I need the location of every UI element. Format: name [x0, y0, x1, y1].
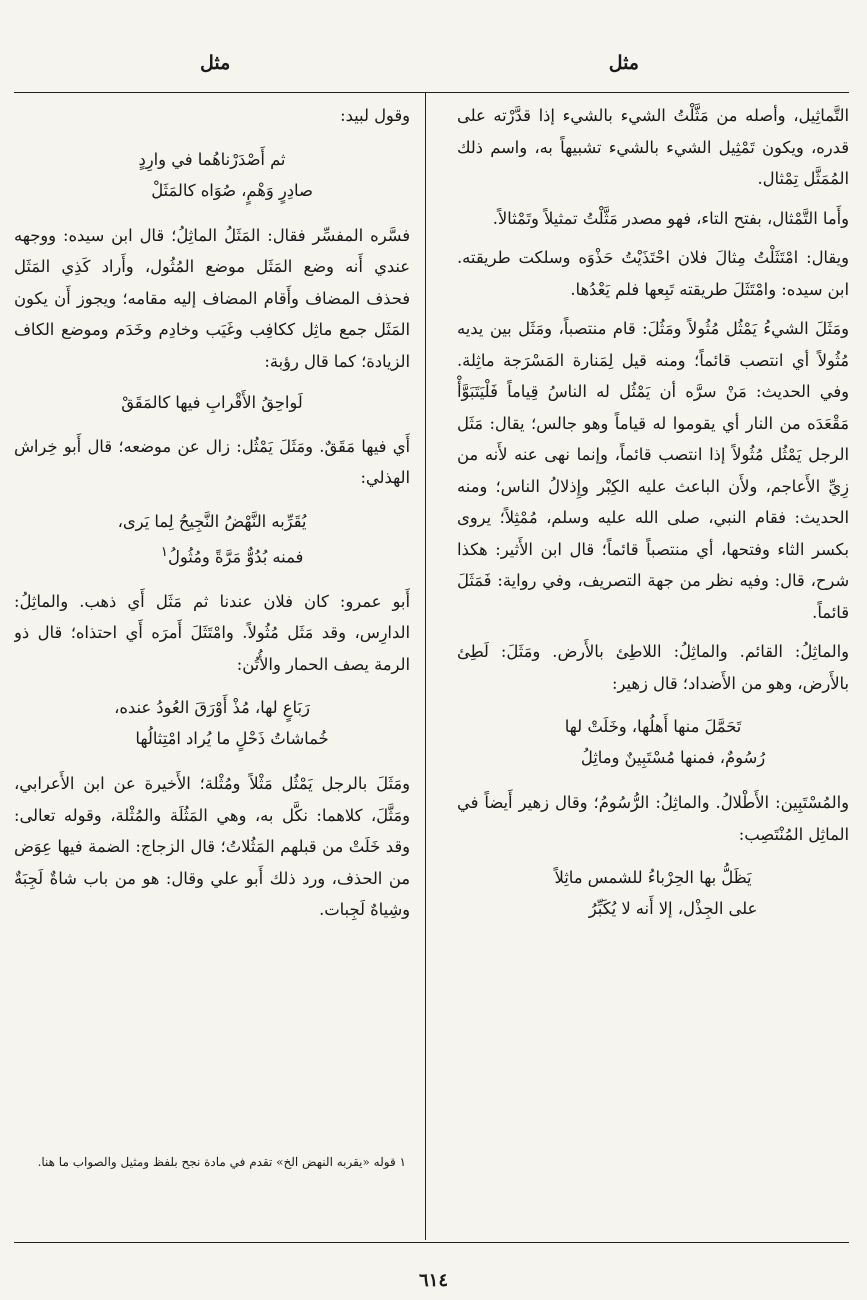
verse-line: يَظَلُّ بها الحِرْباءُ للشمس ماثِلاً	[554, 868, 752, 887]
verse	[14, 144, 410, 206]
footnote-area	[14, 1152, 410, 1172]
bottom-rule	[14, 1242, 849, 1243]
footnote-ref: ١	[160, 543, 168, 560]
footnote-number: ١	[399, 1155, 406, 1169]
verse	[457, 862, 849, 924]
verse-line: ثم أَصْدَرْناهُما في وارِدٍ	[138, 149, 286, 169]
header-headword-right: مثل	[608, 52, 639, 74]
right-column	[457, 100, 849, 1235]
verse-line: خُماشاتُ ذَحْلٍ ما يُراد امْتِثالُها	[135, 729, 329, 749]
paragraph: والمُسْتَبِين: الأَطْلالُ. والماثِلُ: الرُّسُومُ؛ وقال زهير أَيضاً في الماثِل المُنْتَصِب:	[457, 793, 849, 844]
verse	[14, 506, 410, 572]
verse-line: صادِرٍ وَهْمٍ، صُوَاه كالمَثَلْ	[151, 180, 313, 200]
paragraph: التَّماثِيل، وأصله من مَثَّلْتُ الشيء بالشيء إذا قدَّرْته على قدره، ويكون تَمْثِيل الشيء بالشيء تشبيهاً به، واسم ذلك المُمَثَّل تِمْثال.	[457, 106, 849, 188]
verse-line: لَواحِقُ الأَقْرابِ فيها كالمَقَقْ	[121, 393, 303, 412]
paragraph: ويقال: امْتَثَلْتُ مِثالَ فلان احْتَذَيْتُ حَذْوَه وسلكت طريقته. ابن سيده: وامْتَثَلَ طريقته تَبِعها فلم يَعْدُها.	[457, 248, 849, 299]
column-divider	[425, 93, 426, 1240]
paragraph: والماثِلُ: القائم. والماثِلُ: اللاطِئ بالأَرض. ومَثَلَ: لَطِئ بالأَرض، وهو من الأَضداد؛ قال زهير:	[457, 642, 849, 693]
paragraph: وقول لبيد:	[340, 106, 410, 125]
verse-line: تَحَمَّلَ منها أَهلُها، وخَلَتْ لها	[564, 717, 742, 736]
left-column	[14, 100, 410, 1235]
footnote	[14, 1152, 410, 1172]
paragraph: ومَثَلَ بالرجل يَمْثُل مَثْلاً ومُثْلة؛ الأَخيرة عن ابن الأَعرابي، ومَثَّلَ، كلاهما: نكَّل به، وهي المَثُلَة والمُثْلة، وقوله تعالى: وقد خَلَتْ من قبلهم المَثُلاتُ؛ قال الزجاج: الضمة فيها عِوَض من الحذف، ورد ذلك أَبو علي وقال: هو من باب شاةٌ لَجِبَةٌ وشِياهٌ لَجِبات.	[14, 774, 410, 920]
verse-line	[14, 537, 410, 572]
verse-line: رُسُومٌ، فمنها مُسْتَبِينٌ وماثِلُ	[580, 748, 766, 767]
paragraph: فسَّره المفسِّر فقال: المَثَلُ الماثِلُ؛ قال ابن سيده: ووجهه عندي أَنه وضع المَثَل موضع المُثُول، وأَراد كَذِي المَثَل فحذف المضاف وأَقام المضاف إليه مقامه؛ ويجوز أَن يكون المَثَل جمع ماثِل ككافِب وغَيَب وخادِم وخَدَم وموضع الكاف الزيادة؛ كما قال رؤبة:	[14, 225, 410, 371]
top-rule	[14, 92, 849, 93]
paragraph: ومَثَلَ الشيءُ يَمْثُل مُثُولاً ومَثُلَ: قام منتصباً، ومَثَل بين يديه مُثُولاً أي انتصب قائماً؛ ومنه قيل لِمَنارة المَسْرَجة ماثِلة. وفي الحديث: مَنْ سرَّه أن يَمْثُل له الناسُ قِياماً فَلْيَتَبَوَّأْ مَقْعَدَه من النار أي يقوموا له قياماً وهو جالس؛ يقال: مَثَل الرجل يَمْثُل مُثُولاً إذا انتصب قائماً، وإنما نهى عنه لأَنه من زِيِّ الأَعاجم، ولأَن الباعث عليه الكِبْر وإِذلالُ الناس؛ ومنه الحديث: فقام النبي، صلى الله عليه وسلم، مُمْثِلاً؛ يروى بكسر الثاء وفتحها، أي منتصباً قائماً؛ قال ابن الأَثير: هكذا شرح، قال: وفيه نظر من جهة التصريف، وفي رواية: فَمَثَلَ قائماً.	[457, 319, 849, 622]
header-headword-left: مثل	[200, 52, 231, 74]
paragraph: أَي فيها مَقَقٌ. ومَثَلَ يَمْثُل: زال عن موضعه؛ قال أَبو خِراش الهذلي:	[14, 436, 410, 487]
verse-line: على الجِذْل، إلا أَنه لا يُكَبِّرُ	[588, 899, 758, 918]
verse	[457, 711, 849, 773]
paragraph: أَبو عمرو: كان فلان عندنا ثم مَثَل أَي ذهب. والماثِلُ: الدارِس، وقد مَثَل مُثُولاً. وامْتَثَلَ أَمرَه أَي احتذاه؛ قال ذو الرمة يصف الحمار والأُتُن:	[14, 591, 410, 674]
paragraph: وأَما التَّمْثال، بفتح التاء، فهو مصدر مَثَّلْتُ تمثيلاً وتَمْثالاً.	[492, 208, 849, 228]
footnote-text: قوله «يقربه النهض الخ» تقدم في مادة نجح بلفظ ومثيل والصواب ما هنا.	[37, 1155, 396, 1169]
page-number: ٦١٤	[418, 1270, 448, 1291]
verse-line: يُقَرِّبه النَّهْضُ النَّجِيحُ لِما يَرى،	[117, 511, 307, 531]
verse-line: رَبَاعٍ لها، مُذْ أَوْرَقَ العُودُ عنده،	[114, 698, 310, 718]
verse	[14, 692, 410, 754]
verse-line-text: فمنه بُدُوٌّ مَرَّةً ومُثُولُ	[168, 546, 304, 566]
